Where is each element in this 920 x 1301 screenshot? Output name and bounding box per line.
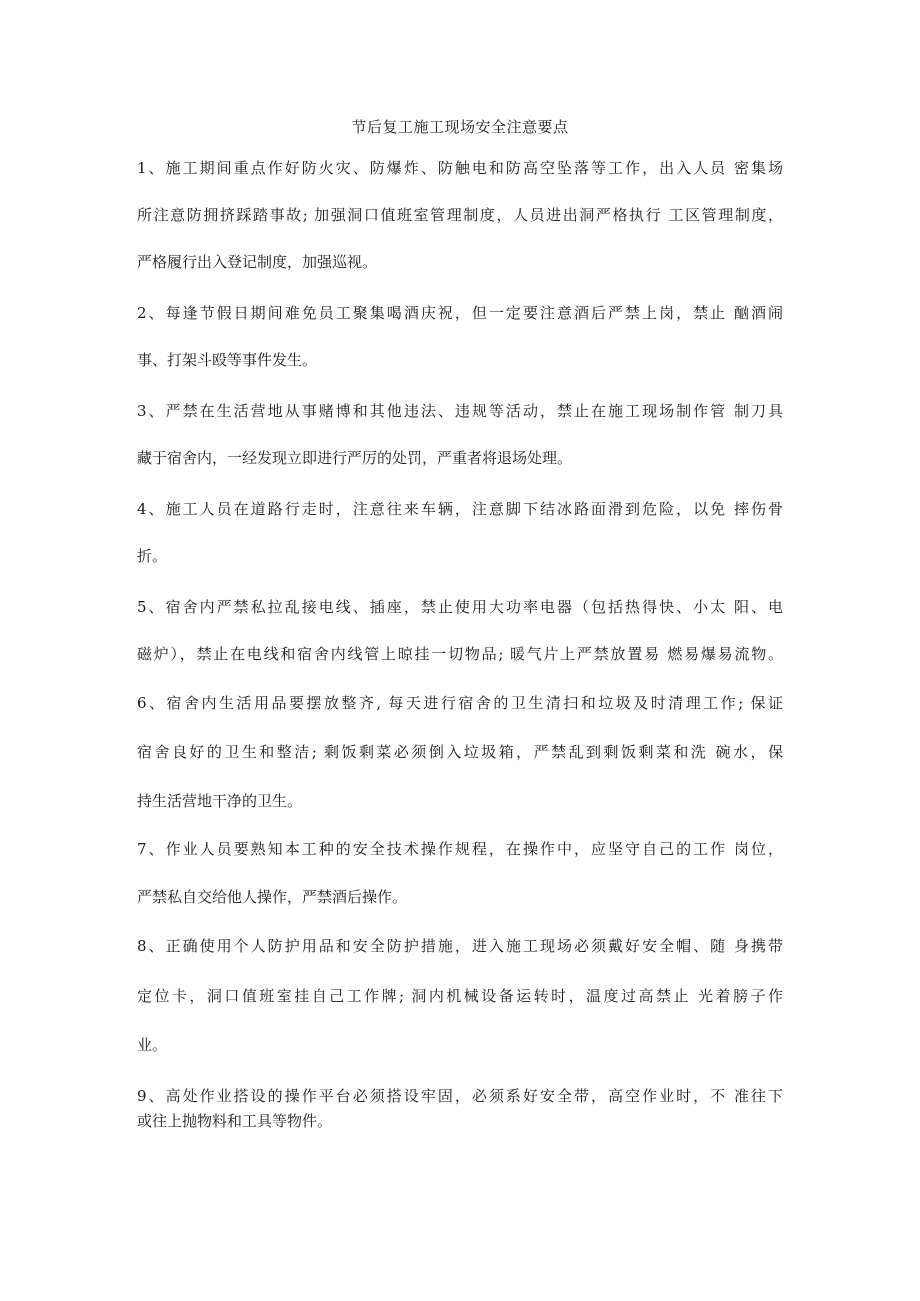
item-6-line-3: 持生活营地干净的卫生。 [137,792,303,810]
item-4-line-1: 4、施工人员在道路行走时，注意往来车辆，注意脚下结冰路面滑到危险，以免 摔伤骨 [137,500,783,518]
item-9-line-1: 9、高处作业搭设的操作平台必须搭设牢固，必须系好安全带，高空作业时，不 准往下 [137,1087,783,1105]
item-9-line-2: 或往上抛物料和工具等物件。 [137,1112,333,1130]
item-3-line-1: 3、严禁在生活营地从事赌博和其他违法、违规等活动，禁止在施工现场制作管 制刀具 [137,402,783,420]
item-7-line-2: 严禁私自交给他人操作，严禁酒后操作。 [137,888,408,906]
item-2-line-1: 2、每逢节假日期间难免员工聚集喝酒庆祝，但一定要注意酒后严禁上岗，禁止 酗酒闹 [137,304,783,322]
item-6-line-1: 6、宿舍内生活用品要摆放整齐, 每天进行宿舍的卫生清扫和垃圾及时清理工作; 保证 [137,694,783,712]
document-title: 节后复工施工现场安全注意要点 [351,118,569,136]
item-2-line-2: 事、打架斗殴等事件发生。 [137,351,318,369]
item-6-line-2: 宿舍良好的卫生和整洁; 剩饭剩菜必须倒入垃圾箱，严禁乱到剩饭剩菜和洗 碗水，保 [137,743,783,761]
item-4-line-2: 折。 [137,547,168,565]
item-5-line-2: 磁炉），禁止在电线和宿舍内线管上晾挂一切物品; 暖气片上严禁放置易 燃易爆易流物。 [137,645,783,663]
item-1-line-2: 所注意防拥挤踩踏事故; 加强洞口值班室管理制度，人员进出洞严格执行 工区管理制度， [137,206,783,224]
item-5-line-1: 5、宿舍内严禁私拉乱接电线、插座，禁止使用大功率电器（包括热得快、小太 阳、电 [137,598,783,616]
item-1-line-3: 严格履行出入登记制度，加强巡视。 [137,253,378,271]
item-1-line-1: 1、施工期间重点作好防火灾、防爆炸、防触电和防高空坠落等工作，出入人员 密集场 [137,159,783,177]
item-7-line-1: 7、作业人员要熟知本工种的安全技术操作规程，在操作中，应坚守自己的工作 岗位， [137,840,783,858]
item-8-line-3: 业。 [137,1036,168,1054]
item-8-line-2: 定位卡，洞口值班室挂自己工作牌; 洞内机械设备运转时，温度过高禁止 光着膀子作 [137,987,783,1005]
item-3-line-2: 藏于宿舍内，一经发现立即进行严厉的处罚，严重者将退场处理。 [137,449,573,467]
item-8-line-1: 8、正确使用个人防护用品和安全防护措施，进入施工现场必须戴好安全帽、随 身携带 [137,937,783,955]
